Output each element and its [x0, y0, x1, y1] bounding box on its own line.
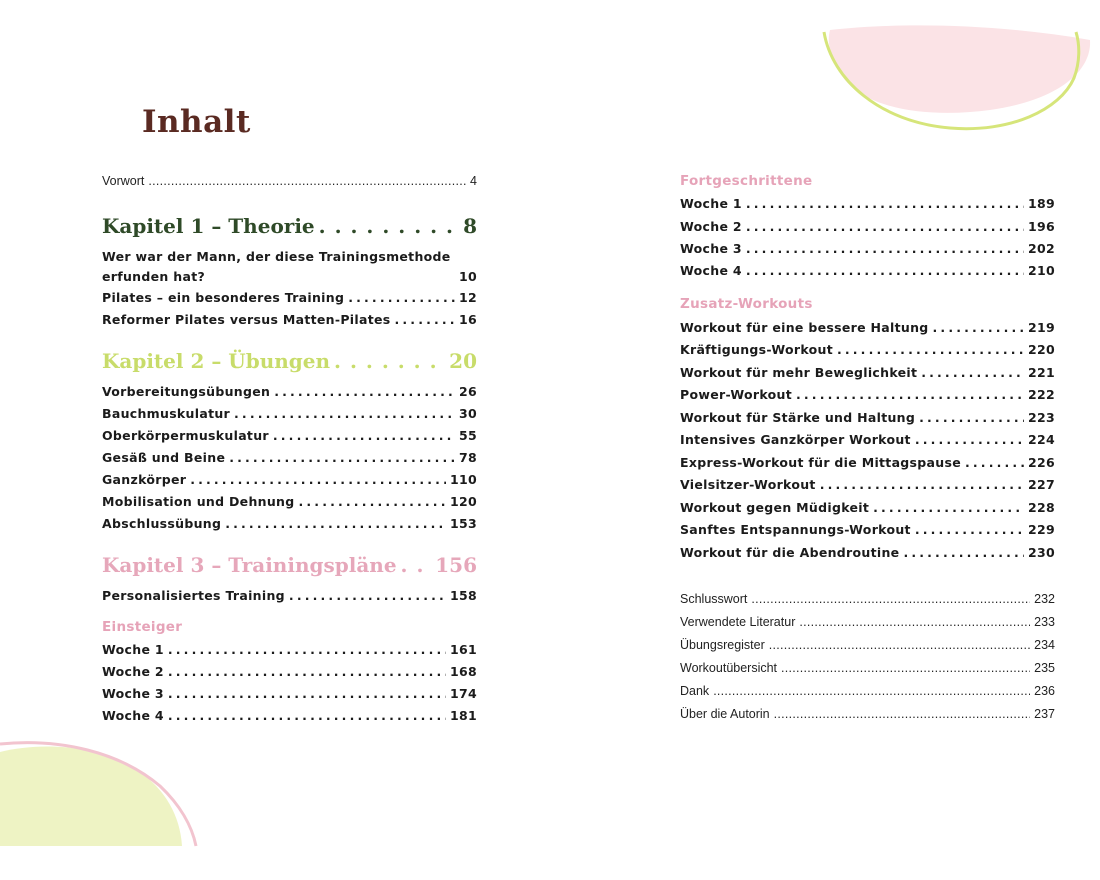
toc-entry[interactable] [102, 664, 477, 684]
toc-entry-page: 219 [1028, 320, 1055, 335]
toc-entry[interactable] [102, 516, 477, 536]
toc-chapter-1[interactable] [102, 214, 477, 242]
toc-entry-label: Workout gegen Müdigkeit [680, 500, 870, 515]
toc-entry[interactable] [680, 500, 1055, 520]
toc-entry[interactable] [680, 320, 1055, 340]
toc-entry[interactable] [680, 342, 1055, 362]
toc-entry-page: 220 [1028, 342, 1055, 357]
toc-entry-label: Woche 2 [680, 219, 742, 234]
toc-entry-page: 174 [450, 686, 477, 701]
toc-entry-label: Vorbereitungsübungen [102, 384, 271, 399]
toc-entry[interactable] [102, 708, 477, 728]
leader-dots [781, 661, 1030, 675]
toc-entry[interactable] [680, 241, 1055, 261]
toc-entry-label: Dank [680, 684, 710, 698]
section-subhead-fortgeschrittene: Fortgeschrittene [680, 173, 813, 189]
toc-entry-page: 210 [1028, 263, 1055, 278]
toc-entry-label: Workout für mehr Beweglichkeit [680, 365, 918, 380]
toc-entry-label: Kräftigungs-Workout [680, 342, 833, 357]
chapter-label: Kapitel 3 – Trainingspläne [102, 553, 397, 577]
chapter-page: 20 [449, 349, 477, 373]
toc-entry-label: Vielsitzer-Workout [680, 477, 816, 492]
toc-entry-page: 30 [459, 406, 477, 421]
toc-entry-label: Power-Workout [680, 387, 792, 402]
toc-entry-page: 10 [459, 269, 477, 284]
toc-entry-label: Woche 3 [680, 241, 742, 256]
toc-entry-page: 228 [1028, 500, 1055, 515]
leader-dots [229, 450, 455, 465]
leader-dots [746, 241, 1024, 256]
toc-entry-page: 153 [450, 516, 477, 531]
leader-dots [769, 638, 1030, 652]
leader-dots [319, 214, 459, 238]
toc-entry[interactable] [680, 219, 1055, 239]
leader-dots [401, 553, 432, 577]
toc-entry[interactable] [680, 196, 1055, 216]
toc-entry-page: 229 [1028, 522, 1055, 537]
toc-entry[interactable] [680, 455, 1055, 475]
toc-entry-page: 230 [1028, 545, 1055, 560]
toc-entry[interactable] [680, 477, 1055, 497]
leader-dots [796, 387, 1024, 402]
toc-entry[interactable] [680, 365, 1055, 385]
toc-entry-label: Übungsregister [680, 638, 765, 652]
leader-dots [915, 522, 1024, 537]
leader-dots [873, 500, 1024, 515]
toc-entry-page: 168 [450, 664, 477, 679]
toc-entry[interactable] [102, 450, 477, 470]
leader-dots [168, 686, 446, 701]
lime-blob-bottom-left [0, 747, 182, 846]
leader-dots [348, 290, 455, 305]
leader-dots [168, 664, 446, 679]
toc-entry-page: 158 [450, 588, 477, 603]
toc-entry-page: 12 [459, 290, 477, 305]
toc-entry-label-line1: Wer war der Mann, der diese Trainingsmethode [102, 249, 451, 264]
toc-entry-backmatter[interactable] [680, 684, 1055, 702]
toc-entry-backmatter[interactable] [680, 615, 1055, 633]
toc-entry-page: 234 [1034, 638, 1055, 652]
toc-entry-page: 233 [1034, 615, 1055, 629]
toc-entry-label: Personalisiertes Training [102, 588, 285, 603]
toc-entry-page: 55 [459, 428, 477, 443]
chapter-page: 156 [435, 553, 477, 577]
leader-dots [799, 615, 1030, 629]
leader-dots [746, 196, 1024, 211]
toc-entry-page: 221 [1028, 365, 1055, 380]
toc-entry[interactable] [102, 428, 477, 448]
toc-entry-label: Ganzkörper [102, 472, 187, 487]
toc-entry-label: Woche 4 [102, 708, 164, 723]
toc-entry-label: Über die Autorin [680, 707, 770, 721]
toc-entry[interactable] [680, 410, 1055, 430]
toc-entry-page: 237 [1034, 707, 1055, 721]
leader-dots [225, 516, 446, 531]
leader-dots [746, 263, 1024, 278]
toc-entry-label: Workout für Stärke und Haltung [680, 410, 916, 425]
leader-dots [933, 320, 1024, 335]
toc-entry-label: Mobilisation und Dehnung [102, 494, 295, 509]
toc-entry-page: 222 [1028, 387, 1055, 402]
toc-entry[interactable] [680, 522, 1055, 542]
leader-dots [289, 588, 446, 603]
leader-dots [299, 494, 447, 509]
leader-dots [148, 174, 466, 188]
toc-entry-page: 78 [459, 450, 477, 465]
toc-entry[interactable] [680, 545, 1055, 565]
leader-dots [837, 342, 1024, 357]
toc-entry-label: Woche 2 [102, 664, 164, 679]
leader-dots [751, 592, 1030, 606]
toc-entry-label: Workoutübersicht [680, 661, 778, 675]
leader-dots [334, 349, 445, 373]
toc-entry[interactable] [680, 432, 1055, 452]
section-subhead-zusatz-workouts: Zusatz-Workouts [680, 296, 813, 312]
toc-entry-backmatter[interactable] [680, 707, 1055, 725]
leader-dots [713, 684, 1030, 698]
toc-entry-label: Woche 3 [102, 686, 164, 701]
leader-dots [395, 312, 456, 327]
toc-entry-backmatter[interactable] [680, 661, 1055, 679]
chapter-label: Kapitel 2 – Übungen [102, 349, 331, 373]
toc-entry-label: Express-Workout für die Mittagspause [680, 455, 961, 470]
leader-dots [903, 545, 1024, 560]
toc-entry-page: 196 [1028, 219, 1055, 234]
toc-entry-page: 16 [459, 312, 477, 327]
toc-entry-page: 110 [450, 472, 477, 487]
toc-entry[interactable] [680, 263, 1055, 283]
toc-entry-label: Woche 4 [680, 263, 742, 278]
toc-entry-page: 223 [1028, 410, 1055, 425]
leader-dots [274, 384, 455, 399]
toc-entry-page: 26 [459, 384, 477, 399]
toc-entry-page: 226 [1028, 455, 1055, 470]
leader-dots [820, 477, 1024, 492]
toc-entry-page: 161 [450, 642, 477, 657]
toc-entry[interactable] [102, 290, 477, 310]
leader-dots [965, 455, 1024, 470]
toc-entry[interactable] [102, 588, 477, 608]
toc-entry-label-line2: erfunden hat? [102, 269, 206, 284]
leader-dots [774, 707, 1031, 721]
toc-entry-label: Oberkörpermuskulatur [102, 428, 269, 443]
toc-entry-label: Workout für die Abendroutine [680, 545, 900, 560]
chapter-label: Kapitel 1 – Theorie [102, 214, 315, 238]
leader-dots [190, 472, 446, 487]
leader-dots [919, 410, 1024, 425]
toc-entry-page: 4 [470, 174, 477, 188]
leader-dots [273, 428, 455, 443]
toc-entry[interactable] [102, 472, 477, 492]
toc-entry-label: Intensives Ganzkörper Workout [680, 432, 911, 447]
toc-entry-page: 232 [1034, 592, 1055, 606]
leader-dots [168, 708, 446, 723]
toc-entry-page: 224 [1028, 432, 1055, 447]
toc-entry-label: Sanftes Entspannungs-Workout [680, 522, 911, 537]
toc-entry-label: Woche 1 [102, 642, 164, 657]
toc-entry-label: Pilates – ein besonderes Training [102, 290, 345, 305]
toc-entry-label: Woche 1 [680, 196, 742, 211]
page-title: Inhalt [142, 104, 251, 140]
toc-entry[interactable] [680, 387, 1055, 407]
toc-entry-page: 189 [1028, 196, 1055, 211]
toc-entry[interactable] [102, 384, 477, 404]
toc-entry-vorwort[interactable] [102, 174, 477, 192]
toc-entry-label: Reformer Pilates versus Matten-Pilates [102, 312, 391, 327]
toc-entry-page: 227 [1028, 477, 1055, 492]
toc-entry-label: Workout für eine bessere Haltung [680, 320, 929, 335]
toc-chapter-2[interactable] [102, 349, 477, 377]
toc-entry[interactable] [102, 494, 477, 514]
toc-entry-page: 235 [1034, 661, 1055, 675]
toc-chapter-3[interactable] [102, 553, 477, 581]
toc-entry-page: 236 [1034, 684, 1055, 698]
toc-entry-label: Verwendete Literatur [680, 615, 796, 629]
leader-dots [168, 642, 446, 657]
toc-entry-label: Gesäß und Beine [102, 450, 226, 465]
leader-dots [915, 432, 1024, 447]
toc-entry-label: Schlusswort [680, 592, 748, 606]
toc-entry-backmatter[interactable] [680, 592, 1055, 610]
toc-entry-backmatter[interactable] [680, 638, 1055, 656]
toc-entry[interactable] [102, 406, 477, 426]
toc-entry-label: Bauchmuskulatur [102, 406, 231, 421]
toc-entry[interactable] [102, 642, 477, 662]
section-subhead-einsteiger: Einsteiger [102, 619, 183, 635]
toc-entry[interactable] [102, 312, 477, 332]
toc-entry-two-line[interactable] [102, 249, 477, 289]
toc-entry-label: Abschlussübung [102, 516, 222, 531]
leader-dots [234, 406, 455, 421]
leader-dots [921, 365, 1024, 380]
toc-entry-page: 181 [450, 708, 477, 723]
toc-entry-label: Vorwort [102, 174, 145, 188]
leader-dots [746, 219, 1024, 234]
toc-entry-page: 120 [450, 494, 477, 509]
toc-entry-page: 202 [1028, 241, 1055, 256]
toc-entry[interactable] [102, 686, 477, 706]
chapter-page: 8 [463, 214, 477, 238]
